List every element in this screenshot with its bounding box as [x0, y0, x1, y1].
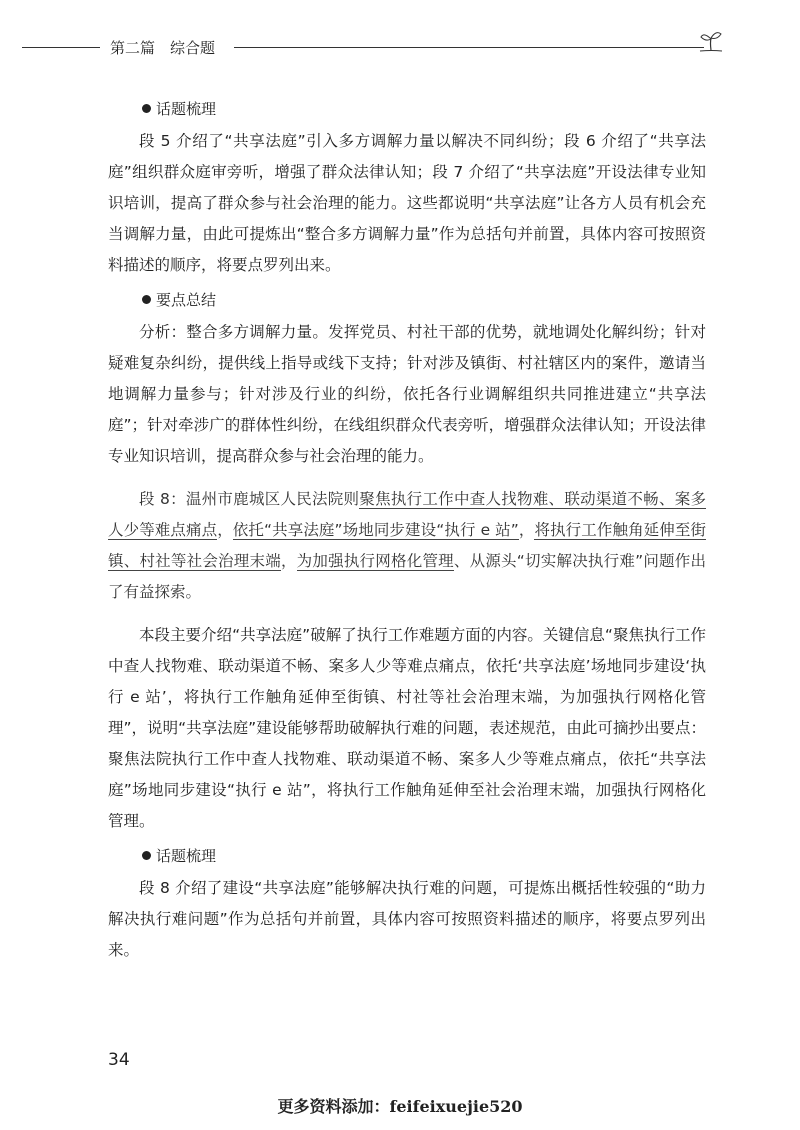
summary-paragraph: 分析：整合多方调解力量。发挥党员、村社干部的优势，就地调处化解纠纷；针对疑难复杂纠纷，提供线上指导或线下支持；针对涉及镇街、村社辖区内的案件，邀请当地调解力量参与；针对涉及行业的纠纷，依托各行业调解组织共同推进建立“共享法庭”；针对牵涉广的群体性纠纷，在线组织群众代表旁听，增强群众法律认知；开设法律专业知识培训，提高群众参与社会治理的能力。: [108, 323, 706, 465]
sprout-icon: [698, 30, 724, 52]
section-heading-topic: 话题梳理: [108, 94, 706, 124]
running-header: [22, 28, 722, 68]
underlined-key-phrase: 将执行工作触角延伸至街镇、村社等社会治理末端: [108, 521, 706, 570]
bullet-icon: [142, 851, 151, 860]
section-heading-topic-2: 话题梳理: [108, 841, 706, 871]
analysis-paragraph: 本段主要介绍“共享法庭”破解了执行工作难题方面的内容。关键信息“聚焦执行工作中查人找物难、联动渠道不畅、案多人少等难点痛点，依托‘共享法庭’场地同步建设‘执行 e 站’，将执行工作触角延伸至街镇、村社等社会治理末端，为加强执行网格化管理”，说明“共享法庭”建设能够帮助破解执行难的问题，表述规范，由此可摘抄出要点：聚焦法院执行工作中查人找物难、联动渠道不畅、案多人少等难点痛点，依托“共享法庭”场地同步建设“执行 e 站”，将执行工作触角延伸至社会治理末端，加强执行网格化管理。: [108, 626, 706, 830]
bullet-icon: [142, 104, 151, 113]
source-paragraph-8: 段 8：温州市鹿城区人民法院则聚焦执行工作中查人找物难、联动渠道不畅、案多人少等难点痛点，依托“共享法庭”场地同步建设“执行 e 站”，将执行工作触角延伸至街镇、村社等社会治理末端，为加强执行网格化管理、从源头“切实解决执行难”问题作出了有益探索。: [108, 490, 706, 601]
footer-note: 更多资料添加：feifeixuejie520: [277, 1097, 523, 1116]
chapter-title: 第二篇 综合题: [110, 39, 216, 57]
topic-paragraph: 段 5 介绍了“共享法庭”引入多方调解力量以解决不同纠纷；段 6 介绍了“共享法庭”组织群众庭审旁听，增强了群众法律认知；段 7 介绍了“共享法庭”开设法律专业知识培训，提高了群众参与社会治理的能力。这些都说明“共享法庭”让各方人员有机会充当调解力量，由此可提炼出“整合多方调解力量”作为总括句并前置，具体内容可按照资料描述的顺序，将要点罗列出来。: [108, 132, 706, 274]
underlined-key-phrase: 聚焦执行工作中查人找物难、联动渠道不畅、案多人少等难点痛点: [108, 490, 706, 539]
topic-paragraph-2: 段 8 介绍了建设“共享法庭”能够解决执行难的问题，可提炼出概括性较强的“助力解决执行难问题”作为总括句并前置，具体内容可按照资料描述的顺序，将要点罗列出来。: [108, 879, 706, 959]
section-heading-summary: 要点总结: [108, 285, 706, 315]
underlined-key-phrase: 依托“共享法庭”场地同步建设“执行 e 站”: [232, 521, 519, 539]
header-rule-left: [22, 47, 100, 48]
underlined-key-phrase: 为加强执行网格化管理: [296, 552, 454, 570]
header-rule-right: [234, 47, 704, 48]
page-number: 34: [108, 1050, 130, 1070]
bullet-icon: [142, 295, 151, 304]
page-content: [108, 90, 706, 966]
